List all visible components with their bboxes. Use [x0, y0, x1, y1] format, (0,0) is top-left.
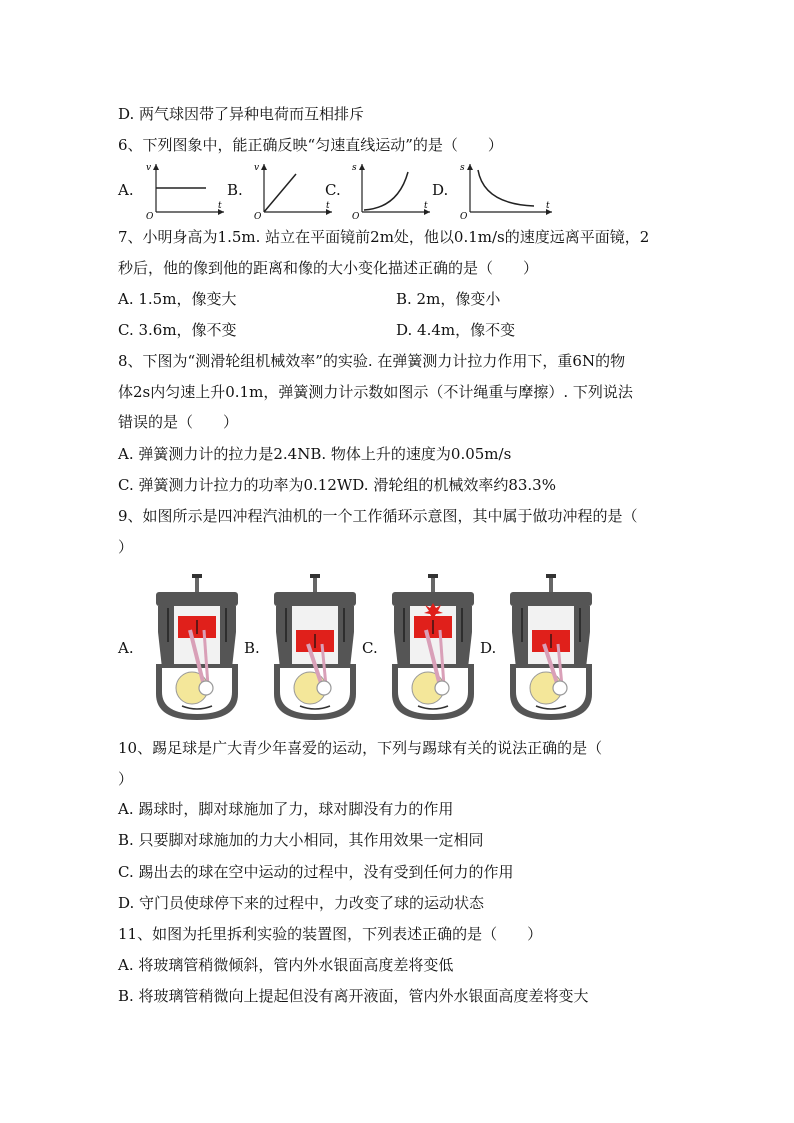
q10-option-a: A. 踢球时，脚对球施加了力，球对脚没有力的作用	[118, 800, 454, 818]
q6-graph-options	[118, 160, 678, 222]
q7-option-b: B. 2m，像变小	[396, 290, 501, 308]
q9-label-b: B.	[244, 639, 260, 657]
graph-d-ylabel: s	[460, 163, 465, 173]
q8-options-ab: A. 弹簧测力计的拉力是2.4NB. 物体上升的速度为0.05m/s	[118, 445, 512, 463]
q8-options-cd: C. 弹簧测力计拉力的功率为0.12WD. 滑轮组的机械效率约83.3%	[118, 476, 556, 494]
graph-d-origin: O	[460, 212, 468, 220]
q9-label-d: D.	[480, 639, 497, 657]
q5-option-d: D. 两气球因带了异种电荷而互相排斥	[118, 105, 365, 123]
graph-c-ylabel: s	[352, 163, 357, 173]
graph-a-icon	[144, 160, 226, 220]
graph-a-xlabel: t	[218, 201, 222, 211]
graph-a-ylabel: v	[146, 163, 152, 173]
graph-c-xlabel: t	[424, 201, 428, 211]
q6-label-a: A.	[118, 181, 134, 199]
q7-stem-line1: 7、小明身高为1.5m. 站立在平面镜前2m处，他以0.1m/s的速度远离平面镜，2	[118, 228, 650, 246]
q8-stem-line3: 错误的是（ ）	[118, 413, 239, 431]
q9-stem-line1: 9、如图所示是四冲程汽油机的一个工作循环示意图，其中属于做功冲程的是（	[118, 507, 638, 525]
graph-c-origin: O	[352, 212, 360, 220]
q7-option-d: D. 4.4m，像不变	[396, 321, 516, 339]
q11-option-b: B. 将玻璃管稍微向上提起但没有离开液面，管内外水银面高度差将变大	[118, 987, 589, 1005]
graph-b-ylabel: v	[254, 163, 260, 173]
q10-stem-line1: 10、踢足球是广大青少年喜爱的运动，下列与踢球有关的说法正确的是（	[118, 739, 603, 757]
graph-b-icon	[252, 160, 334, 220]
engine-b-icon	[266, 572, 364, 724]
q7-stem-line2: 秒后，他的像到他的距离和像的大小变化描述正确的是（ ）	[118, 259, 539, 277]
q6-label-b: B.	[227, 181, 243, 199]
q9-label-c: C.	[362, 639, 378, 657]
q9-stem-line2: ）	[118, 538, 134, 556]
q6-stem: 6、下列图象中，能正确反映“匀速直线运动”的是（ ）	[118, 136, 503, 154]
q10-option-c: C. 踢出去的球在空中运动的过程中，没有受到任何力的作用	[118, 863, 514, 881]
q10-option-d: D. 守门员使球停下来的过程中，力改变了球的运动状态	[118, 894, 485, 912]
engine-d-icon	[502, 572, 600, 724]
q7-option-c: C. 3.6m，像不变	[118, 321, 237, 339]
q9-engine-options	[118, 572, 618, 727]
q7-option-a: A. 1.5m，像变大	[118, 290, 237, 308]
q11-option-a: A. 将玻璃管稍微倾斜，管内外水银面高度差将变低	[118, 956, 454, 974]
engine-c-icon	[384, 572, 482, 724]
graph-a-origin: O	[146, 212, 154, 220]
q10-option-b: B. 只要脚对球施加的力大小相同，其作用效果一定相同	[118, 831, 484, 849]
q8-stem-line1: 8、下图为“测滑轮组机械效率”的实验. 在弹簧测力计拉力作用下，重6N的物	[118, 352, 626, 370]
graph-b-xlabel: t	[326, 201, 330, 211]
q10-stem-line2: ）	[118, 770, 134, 788]
q11-stem: 11、如图为托里拆利实验的装置图，下列表述正确的是（ ）	[118, 925, 543, 943]
q8-stem-line2: 体2s内匀速上升0.1m，弹簧测力计示数如图示（不计绳重与摩擦）. 下列说法	[118, 383, 633, 401]
q6-label-d: D.	[432, 181, 449, 199]
graph-b-origin: O	[254, 212, 262, 220]
q6-label-c: C.	[325, 181, 341, 199]
graph-d-xlabel: t	[546, 201, 550, 211]
engine-a-icon	[148, 572, 246, 724]
q9-label-a: A.	[118, 639, 134, 657]
graph-d-icon	[458, 160, 554, 220]
graph-c-icon	[350, 160, 432, 220]
